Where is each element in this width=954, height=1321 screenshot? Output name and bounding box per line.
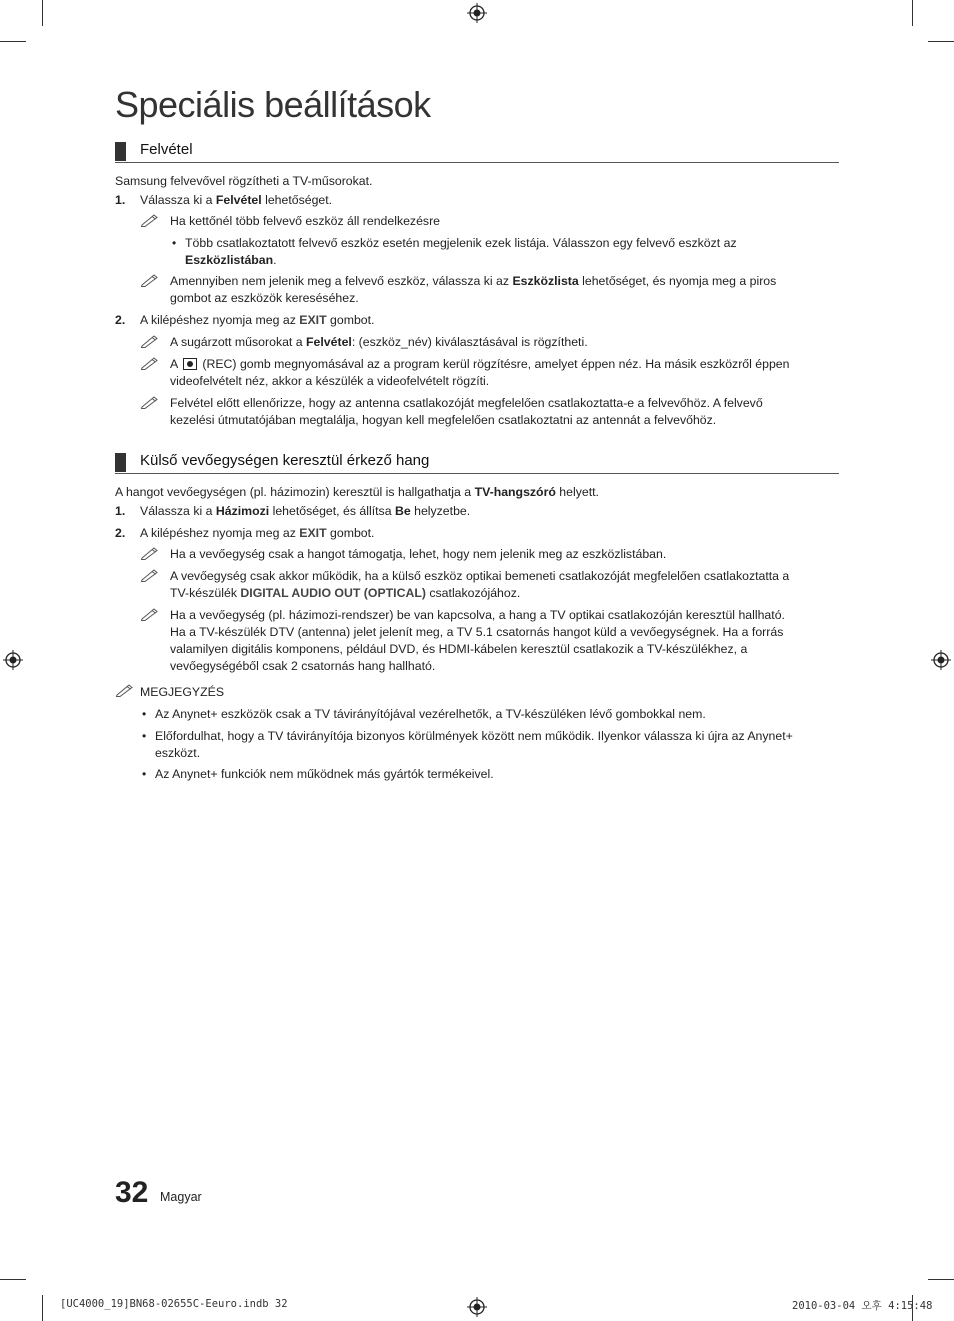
heading-bar: [115, 142, 126, 161]
bullet-dot: •: [142, 707, 147, 721]
crop-mark: [0, 41, 26, 42]
intro-text: A hangot vevőegységen (pl. házimozin) keresztül is hallgathatja a TV-hangszóró helyett.: [115, 485, 599, 499]
section-heading-label: Felvétel: [140, 141, 193, 158]
note-text: A sugárzott műsorokat a Felvétel: (eszköz_név) kiválasztásával is rögzítheti.: [170, 335, 588, 349]
note-pencil-icon: [140, 568, 160, 582]
note-text: A vevőegység csak akkor működik, ha a külső eszköz optikai bemeneti csatlakozóját megfelelően csatlakoztatta a: [170, 569, 790, 583]
bullet-text: eszközt.: [155, 746, 201, 760]
note-text: gombot az eszközök kereséséhez.: [170, 291, 359, 305]
note-pencil-icon: [140, 213, 160, 227]
note-text: vevőegységéből csak 2 csatornás hang hallható.: [170, 659, 436, 673]
note-text: A (REC) gomb megnyomásával az a program kerül rögzítésre, amelyet éppen néz. Ha másik eszközről éppen: [170, 357, 790, 371]
registration-mark-icon: [467, 3, 487, 23]
registration-mark-icon: [3, 650, 23, 670]
page-language: Magyar: [160, 1190, 202, 1204]
remark-label: MEGJEGYZÉS: [140, 685, 225, 699]
section-heading: [115, 451, 839, 474]
bullet-text: Az Anynet+ funkciók nem működnek más gyártók termékeivel.: [155, 767, 494, 781]
section-heading-label: Külső vevőegységen keresztül érkező hang: [140, 452, 430, 469]
note-pencil-icon: [140, 334, 160, 348]
note-pencil-icon: [115, 683, 135, 697]
crop-mark: [0, 1279, 26, 1280]
step-number: 2.: [115, 313, 126, 327]
step-text: A kilépéshez nyomja meg az EXIT gombot.: [140, 313, 375, 327]
note-text: Ha a vevőegység (pl. házimozi-rendszer) be van kapcsolva, a hang a TV optikai csatlakozóján keresztül hallható.: [170, 608, 785, 622]
note-pencil-icon: [140, 546, 160, 560]
footer-date: 2010-03-04 오후 4:15:48: [792, 1300, 933, 1312]
note-text: Ha a vevőegység csak a hangot támogatja, lehet, hogy nem jelenik meg az eszközlistában.: [170, 547, 667, 561]
heading-bar: [115, 453, 126, 472]
note-pencil-icon: [140, 356, 160, 370]
bullet-text: Az Anynet+ eszközök csak a TV távirányítójával vezérelhetők, a TV-készüléken lévő gombokkal nem.: [155, 707, 706, 721]
crop-mark: [912, 0, 913, 26]
crop-mark: [928, 41, 954, 42]
registration-mark-icon: [467, 1297, 487, 1317]
note-text: valamilyen digitális komponens, például DVD, és HDMI-kábelen keresztül csatlakozik a TV-készülékhez, a: [170, 642, 748, 656]
footer-file: [UC4000_19]BN68-02655C-Eeuro.indb 32: [60, 1298, 288, 1310]
step-text: Válassza ki a Felvétel lehetőséget.: [140, 193, 333, 207]
crop-mark: [928, 1279, 954, 1280]
note-text: Felvétel előtt ellenőrizze, hogy az antenna csatlakozóját megfelelően csatlakoztatta-e a felvevőhöz. A felvevő: [170, 396, 763, 410]
bullet-dot: •: [142, 767, 147, 781]
note-text: TV-készülék DIGITAL AUDIO OUT (OPTICAL) csatlakozójához.: [170, 586, 521, 600]
note-pencil-icon: [140, 395, 160, 409]
step-text: A kilépéshez nyomja meg az EXIT gombot.: [140, 526, 375, 540]
page-title: Speciális beállítások: [115, 84, 431, 125]
section-heading: [115, 140, 839, 163]
step-number: 1.: [115, 193, 126, 207]
rec-button-icon: [183, 358, 197, 370]
page-number: 32: [115, 1176, 149, 1209]
note-text: Ha kettőnél több felvevő eszköz áll rendelkezésre: [170, 214, 440, 228]
note-pencil-icon: [140, 607, 160, 621]
crop-mark: [42, 0, 43, 26]
intro-text: Samsung felvevővel rögzítheti a TV-műsorokat.: [115, 174, 373, 188]
bullet-text: Előfordulhat, hogy a TV távirányítója bizonyos körülmények között nem működik. Ilyenkor válassza ki újra az Anynet+: [155, 729, 793, 743]
crop-mark: [42, 1295, 43, 1321]
note-pencil-icon: [140, 273, 160, 287]
note-text: Amennyiben nem jelenik meg a felvevő eszköz, válassza ki az Eszközlista lehetőséget, és nyomja meg a piros: [170, 274, 777, 288]
note-text: kezelési útmutatójában megtalálja, hogyan kell megfelelően csatlakoztatni az antennát a felvevőhöz.: [170, 413, 717, 427]
bullet-dot: •: [142, 729, 147, 743]
step-number: 2.: [115, 526, 126, 540]
bullet-dot: •: [172, 236, 177, 250]
note-text: videofelvételt néz, akkor a készülék a videofelvételt rögzíti.: [170, 374, 490, 388]
registration-mark-icon: [931, 650, 951, 670]
step-text: Válassza ki a Házimozi lehetőséget, és állítsa Be helyzetbe.: [140, 504, 471, 518]
bullet-text: Eszközlistában.: [185, 253, 277, 267]
note-text: Ha a TV-készülék DTV (antenna) jelet jelenít meg, a TV 5.1 csatornás hangot küld a vevőegységnek. Ha a forrás: [170, 625, 784, 639]
bullet-text: Több csatlakoztatott felvevő eszköz esetén megjelenik ezek listája. Válasszon egy felvevő eszközt az: [185, 236, 737, 250]
step-number: 1.: [115, 504, 126, 518]
